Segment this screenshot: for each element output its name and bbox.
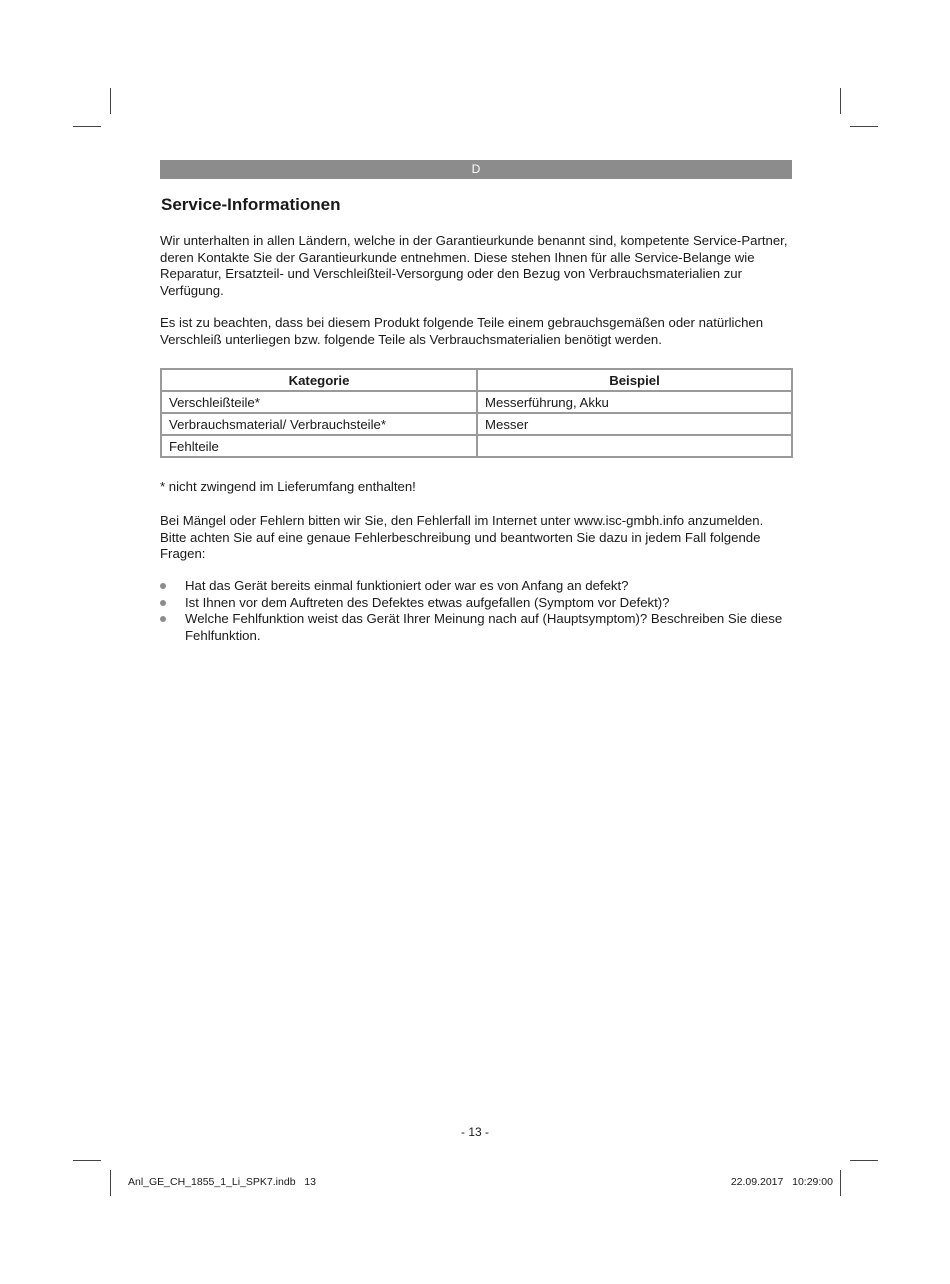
- table-cell-example: Messerführung, Akku: [477, 391, 792, 413]
- crop-mark: [110, 1170, 111, 1196]
- table-cell-category: Verbrauchsmaterial/ Verbrauchsteile*: [161, 413, 477, 435]
- page-title: Service-Informationen: [161, 195, 341, 214]
- footnote: * nicht zwingend im Lieferumfang enthalten!: [160, 479, 416, 494]
- crop-mark: [73, 126, 101, 127]
- table-cell-example: [477, 435, 792, 457]
- list-item: [160, 611, 792, 644]
- table-row: [161, 435, 792, 457]
- crop-mark: [850, 1160, 878, 1161]
- list-item: [160, 595, 792, 612]
- table-row: [161, 391, 792, 413]
- crop-mark: [850, 126, 878, 127]
- intro-paragraph: Wir unterhalten in allen Ländern, welche in der Garantieurkunde benannt sind, kompetente Service-Partner, deren Kontakte Sie der Garantieurkunde entnehmen. Diese stehen Ihnen für alle Service-Belange wie Reparatur, Ersatzteil- und Verschleißteil-Versorgung oder den Bezug von Verbrauchsmaterialien zur Verfügung.: [160, 233, 788, 298]
- question-text: Welche Fehlfunktion weist das Gerät Ihrer Meinung nach auf (Hauptsymptom)? Beschreiben Sie diese Fehlfunktion.: [185, 611, 783, 643]
- page-number: - 13 -: [460, 1125, 489, 1139]
- parts-table: [160, 368, 793, 458]
- table-header-category: Kategorie: [161, 369, 477, 391]
- table-cell-category: Fehlteile: [161, 435, 477, 457]
- crop-mark: [110, 88, 111, 114]
- question-text: Ist Ihnen vor dem Auftreten des Defektes etwas aufgefallen (Symptom vor Defekt)?: [185, 594, 670, 610]
- list-item: [160, 578, 792, 595]
- table-row: [161, 413, 792, 435]
- bullet-icon: [160, 600, 166, 606]
- crop-mark: [840, 1170, 841, 1196]
- table-header-example: Beispiel: [477, 369, 792, 391]
- language-bar: D: [160, 160, 792, 179]
- table-header-row: [161, 369, 792, 391]
- table-cell-category: Verschleißteile*: [161, 391, 477, 413]
- question-list: [160, 578, 792, 644]
- file-slug: Anl_GE_CH_1855_1_Li_SPK7.indb 13: [128, 1176, 316, 1188]
- wear-paragraph: Es ist zu beachten, dass bei diesem Produkt folgende Teile einem gebrauchsgemäßen oder natürlichen Verschleiß unterliegen bzw. folgende Teile als Verbrauchsmaterialien benötigt werden.: [160, 315, 764, 347]
- defects-paragraph: Bei Mängel oder Fehlern bitten wir Sie, den Fehlerfall im Internet unter www.isc-gmbh.info anzumelden. Bitte achten Sie auf eine genaue Fehlerbeschreibung und beantworten Sie dazu in jedem Fall folgende Fragen:: [160, 513, 764, 561]
- bullet-icon: [160, 583, 166, 589]
- print-timestamp: 22.09.2017 10:29:00: [730, 1176, 833, 1188]
- bullet-icon: [160, 616, 166, 622]
- crop-mark: [840, 88, 841, 114]
- crop-mark: [73, 1160, 101, 1161]
- question-text: Hat das Gerät bereits einmal funktioniert oder war es von Anfang an defekt?: [185, 578, 629, 593]
- table-cell-example: Messer: [477, 413, 792, 435]
